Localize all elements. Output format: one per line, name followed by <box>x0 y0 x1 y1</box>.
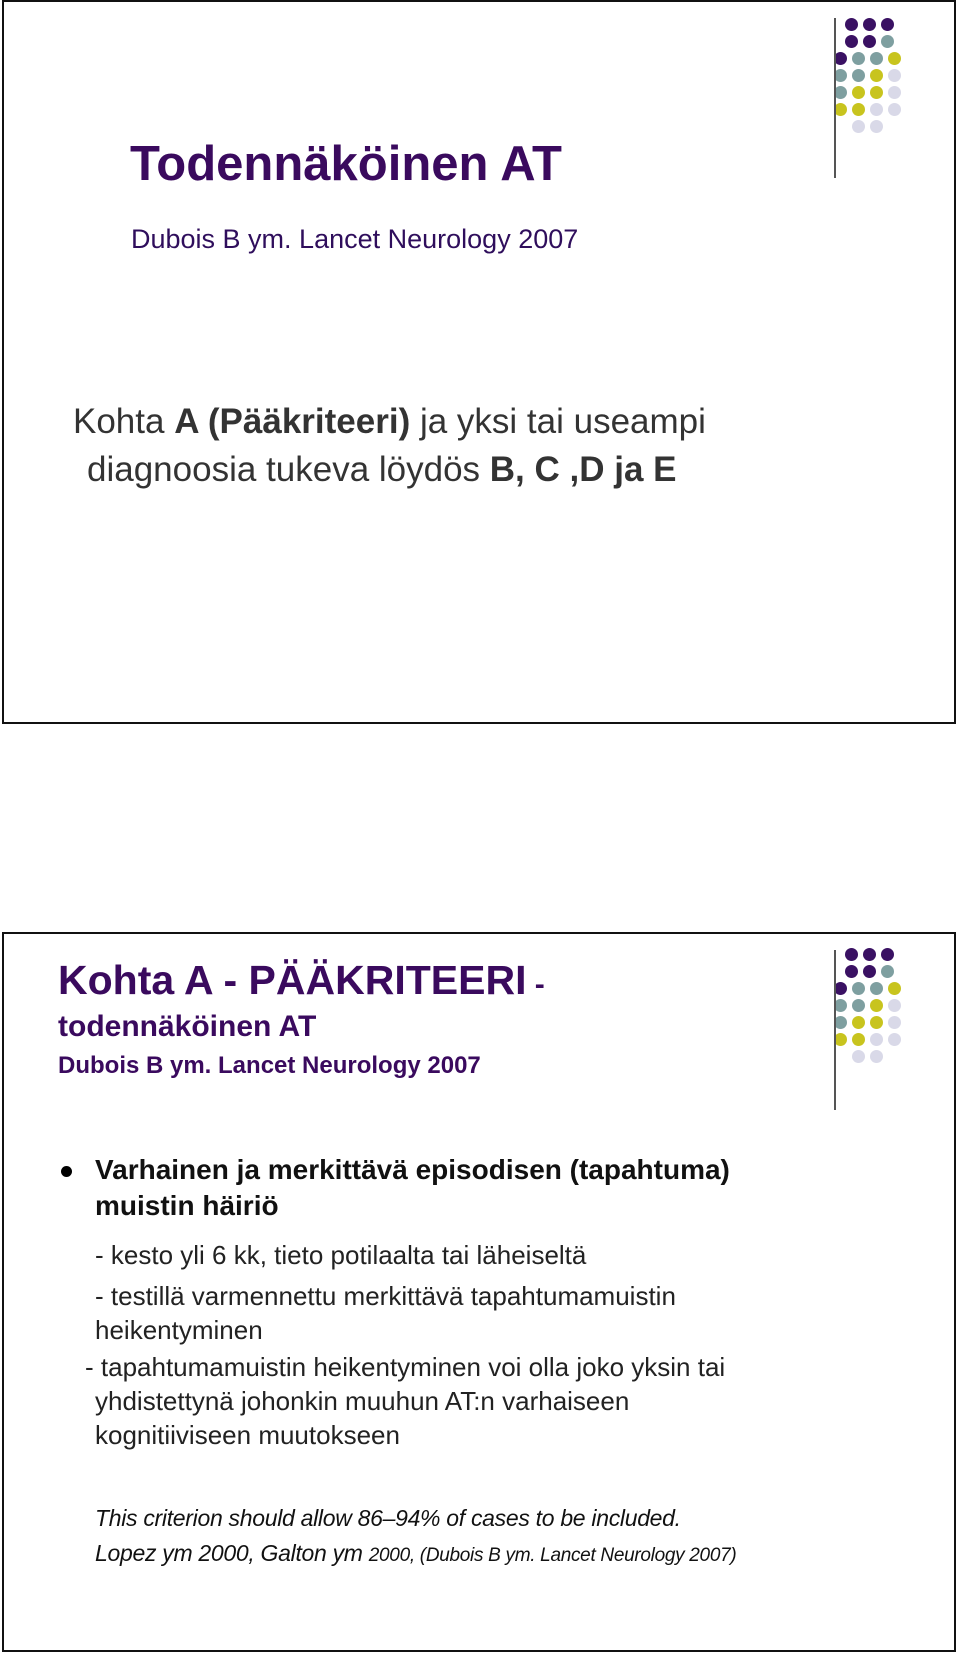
decorative-dot-icon <box>852 1033 865 1046</box>
criterion-note: This criterion should allow 86–94% of cases to be included. <box>95 1505 681 1531</box>
bullet-line-1: Varhainen ja merkittävä episodisen (tapahtuma) <box>95 1154 730 1185</box>
decorative-dot-icon <box>852 999 865 1012</box>
line2-bold: B, C ,D ja E <box>489 450 677 489</box>
decorative-dot-icon <box>863 948 876 961</box>
decorative-dot-icon <box>881 948 894 961</box>
slide2-citation: Dubois B ym. Lancet Neurology 2007 <box>58 1052 481 1079</box>
reference-small: 2000, (Dubois B ym. Lancet Neurology 2007) <box>368 1545 737 1566</box>
decorative-dot-icon <box>845 948 858 961</box>
decorative-dot-icon <box>863 18 876 31</box>
page-title: Todennäköinen AT <box>130 137 562 191</box>
decorative-dot-icon <box>852 86 865 99</box>
slide2-title-suffix: - <box>526 968 545 1001</box>
decorative-dot-icon <box>888 982 901 995</box>
detail-item-2 <box>95 1279 895 1347</box>
decorative-dot-icon <box>845 35 858 48</box>
line1-bold: A (Pääkriteeri) <box>174 402 411 441</box>
decorative-dot-icon <box>852 69 865 82</box>
decorative-dot-icon <box>888 69 901 82</box>
decorative-dot-icon <box>870 1016 883 1029</box>
decorative-dot-icon <box>852 103 865 116</box>
detail-item-3-line-1: - tapahtumamuistin heikentyminen voi olla joko yksin tai <box>85 1352 726 1382</box>
decorative-dot-icon <box>870 103 883 116</box>
decorative-dot-icon <box>845 18 858 31</box>
decorative-dot-icon <box>863 965 876 978</box>
decorative-dot-icon <box>888 86 901 99</box>
detail-item-3-line-3: kognitiiviseen muutokseen <box>95 1420 400 1450</box>
decorative-dot-icon <box>845 965 858 978</box>
title-divider-line-bottom <box>834 950 836 1110</box>
bullet-icon <box>61 1166 72 1177</box>
slide1-body <box>73 398 706 494</box>
decorative-dot-icon <box>870 999 883 1012</box>
slide2-title <box>58 957 545 1004</box>
decorative-dot-icon <box>888 103 901 116</box>
reference-note <box>95 1540 736 1567</box>
title-divider-line-top <box>834 18 836 178</box>
slide-1 <box>2 0 956 724</box>
decorative-dot-icon <box>881 965 894 978</box>
decorative-dot-icon <box>852 52 865 65</box>
body-line-2 <box>73 446 706 494</box>
decorative-dot-icon <box>870 982 883 995</box>
detail-item-1: - kesto yli 6 kk, tieto potilaalta tai läheiseltä <box>95 1240 587 1270</box>
decorative-dot-icon <box>870 120 883 133</box>
reference-main: Lopez ym 2000, Galton ym <box>95 1540 369 1566</box>
decorative-dot-icon <box>881 18 894 31</box>
detail-item-2-line-1: - testillä varmennettu merkittävä tapahtumamuistin <box>95 1281 676 1311</box>
decorative-dot-icon <box>888 1033 901 1046</box>
decorative-dot-icon <box>888 52 901 65</box>
decorative-dot-icon <box>881 35 894 48</box>
decorative-dot-icon <box>852 1050 865 1063</box>
line1-text-a: Kohta <box>73 402 175 441</box>
detail-item-3 <box>85 1350 885 1452</box>
decorative-dot-icon <box>870 86 883 99</box>
detail-item-2-line-2: heikentyminen <box>95 1315 263 1345</box>
decorative-dot-icon <box>863 35 876 48</box>
decorative-dot-icon <box>852 982 865 995</box>
slide2-subtitle: todennäköinen AT <box>58 1010 317 1043</box>
decorative-dot-icon <box>888 999 901 1012</box>
decorative-dot-icon <box>870 1033 883 1046</box>
decorative-dot-icon <box>852 120 865 133</box>
body-line-1 <box>73 398 706 446</box>
citation-subtitle: Dubois B ym. Lancet Neurology 2007 <box>131 224 579 254</box>
slide2-title-text: Kohta A - PÄÄKRITEERI <box>58 957 527 1003</box>
decorative-dot-icon <box>870 52 883 65</box>
decorative-dot-icon <box>870 69 883 82</box>
line1-text-b: ja yksi tai useampi <box>410 402 706 441</box>
bullet-heading <box>95 1152 895 1224</box>
detail-item-3-line-2: yhdistettynä johonkin muuhun AT:n varhaiseen <box>95 1386 630 1416</box>
line2-text: diagnoosia tukeva löydös <box>87 450 490 489</box>
decorative-dot-icon <box>888 1016 901 1029</box>
decorative-dot-icon <box>870 1050 883 1063</box>
bullet-line-2: muistin häiriö <box>95 1190 279 1221</box>
decorative-dot-icon <box>852 1016 865 1029</box>
